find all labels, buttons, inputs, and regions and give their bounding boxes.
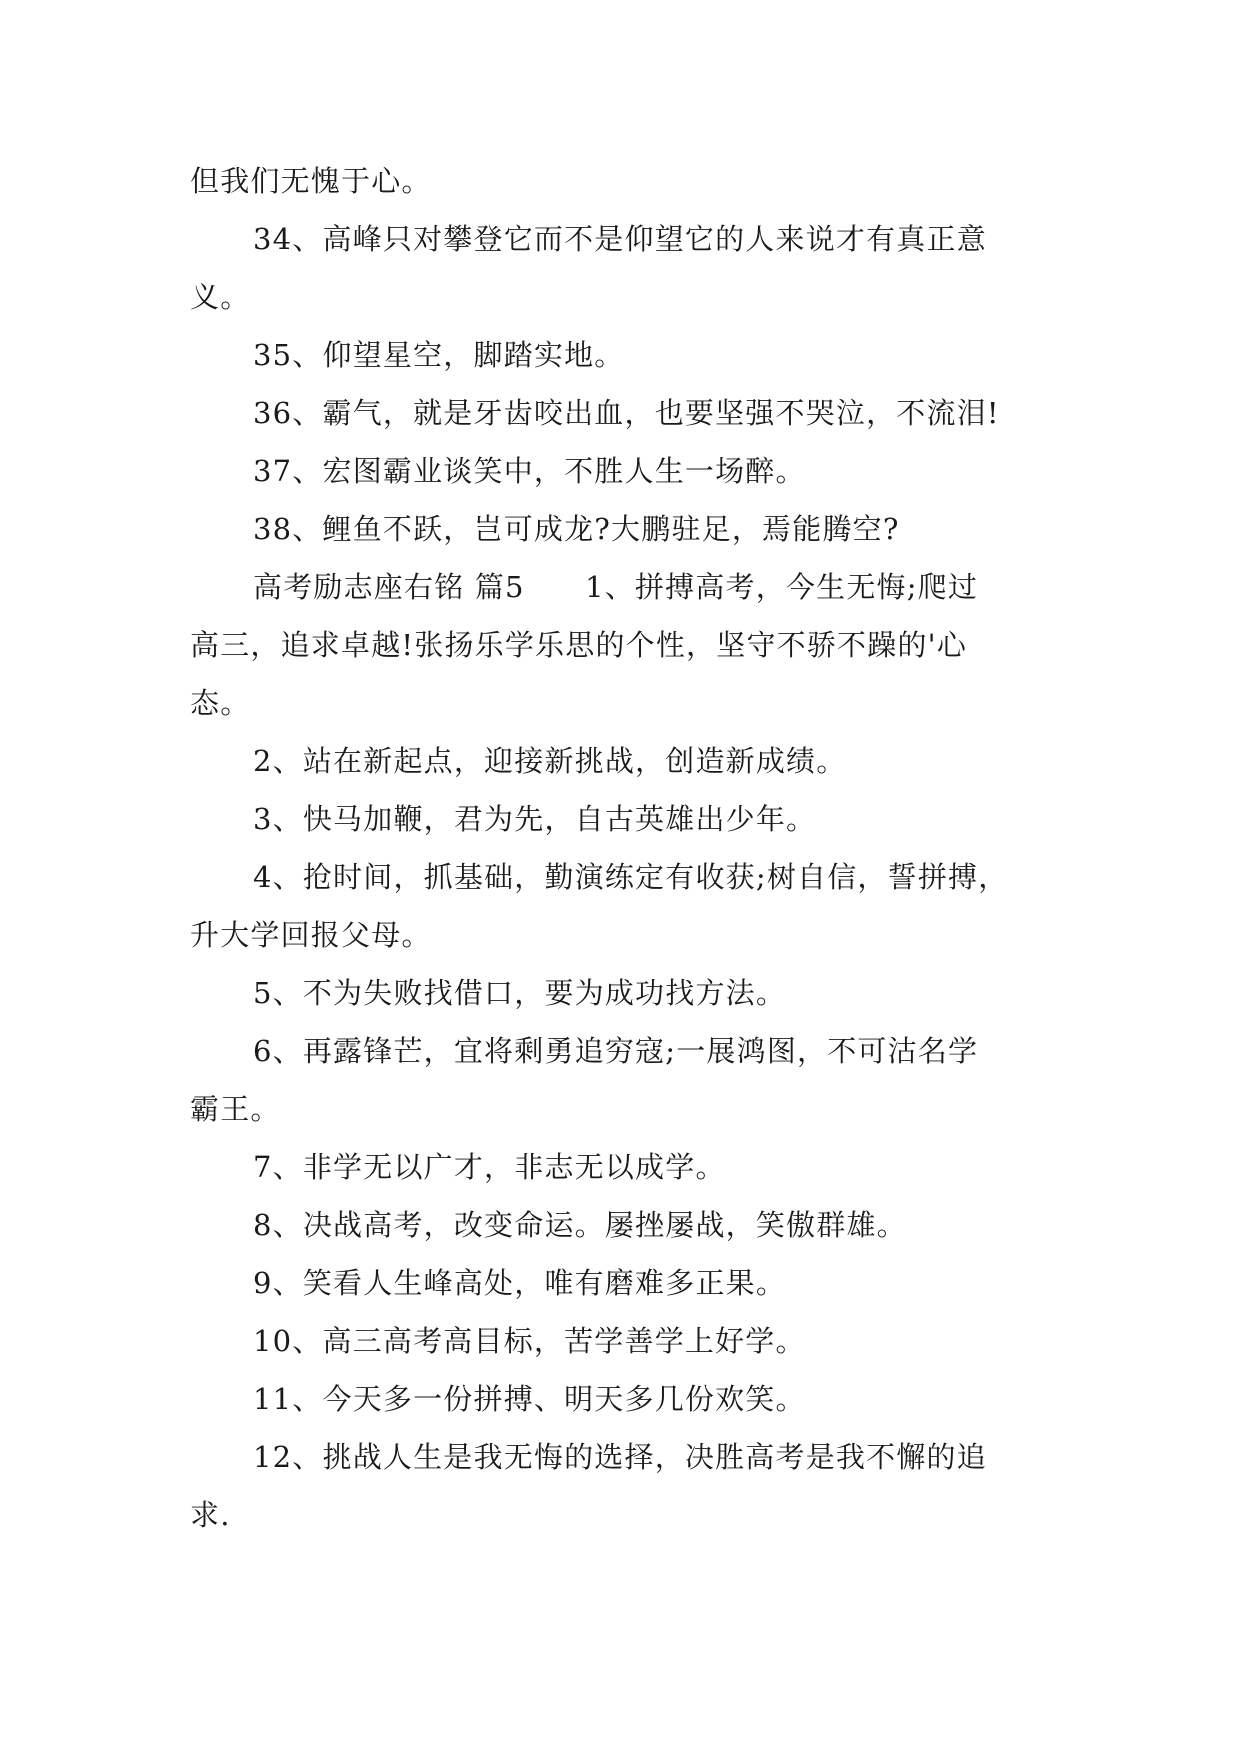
text-line: 7、非学无以广才，非志无以成学。 <box>253 1150 726 1184</box>
text-line: 升大学回报父母。 <box>190 918 432 952</box>
text-line: 2、站在新起点，迎接新挑战，创造新成绩。 <box>253 744 847 778</box>
text-line: 9、笑看人生峰高处，唯有磨难多正果。 <box>253 1266 787 1300</box>
text-line: 态。 <box>190 686 251 720</box>
text-line: 11、今天多一份拼搏、明天多几份欢笑。 <box>253 1382 806 1416</box>
text-line: 10、高三高考高目标，苦学善学上好学。 <box>253 1324 806 1358</box>
text-line: 霸王。 <box>190 1092 281 1126</box>
text-line: 3、快马加鞭，君为先，自古英雄出少年。 <box>253 802 817 836</box>
section-heading-line: 高考励志座右铭 篇5 1、拼搏高考，今生无悔;爬过 <box>253 570 979 604</box>
text-line: 求. <box>190 1498 231 1532</box>
text-line: 8、决战高考，改变命运。屡挫屡战，笑傲群雄。 <box>253 1208 907 1242</box>
text-line: 6、再露锋芒，宜将剩勇追穷寇;一展鸿图，不可沽名学 <box>253 1034 979 1068</box>
text-line: 高三，追求卓越!张扬乐学乐思的个性，坚守不骄不躁的'心 <box>190 628 968 662</box>
text-line: 5、不为失败找借口，要为成功找方法。 <box>253 976 787 1010</box>
text-line: 36、霸气，就是牙齿咬出血，也要坚强不哭泣，不流泪! <box>253 396 1000 430</box>
text-line: 35、仰望星空，脚踏实地。 <box>253 338 625 372</box>
document-body <box>190 152 1058 1544</box>
text-line: 38、鲤鱼不跃，岂可成龙?大鹏驻足，焉能腾空? <box>253 512 900 546</box>
text-line: 37、宏图霸业谈笑中，不胜人生一场醉。 <box>253 454 806 488</box>
text-line: 34、高峰只对攀登它而不是仰望它的人来说才有真正意 <box>253 222 987 256</box>
text-line: 4、抢时间，抓基础，勤演练定有收获;树自信，誓拼搏， <box>253 860 1009 894</box>
text-line: 义。 <box>190 280 251 314</box>
text-line: 12、挑战人生是我无悔的选择，决胜高考是我不懈的追 <box>253 1440 987 1474</box>
text-line: 但我们无愧于心。 <box>190 164 432 198</box>
